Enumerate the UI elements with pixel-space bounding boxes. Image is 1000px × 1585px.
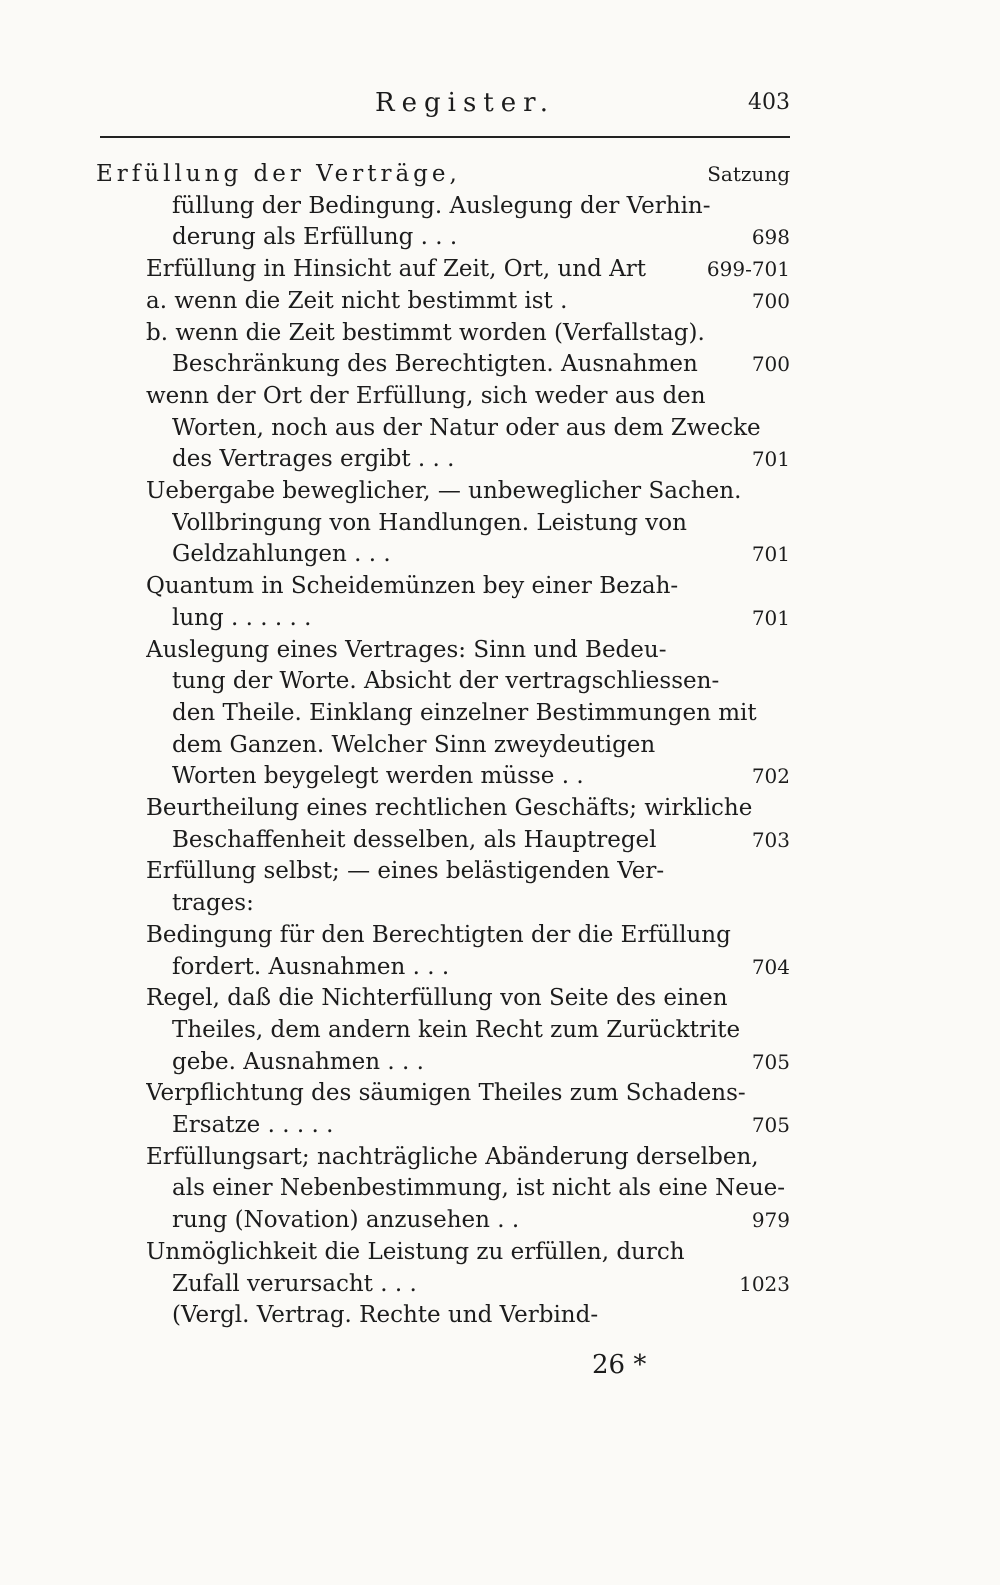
register-line	[172, 729, 790, 761]
entry-text: Bedingung für den Berechtigten der die Erfüllung	[146, 921, 731, 948]
entry-page-ref: 705	[751, 1049, 790, 1074]
entry-text: Geldzahlungen . . .	[172, 541, 391, 568]
entry-page-ref: 702	[751, 764, 790, 789]
entry-text: Erfüllung der Verträge,	[96, 161, 461, 187]
register-line	[146, 792, 790, 824]
entry-text: Erfüllungsart; nachträgliche Abänderung derselben,	[146, 1143, 759, 1170]
entry-text: Worten beygelegt werden müsse . .	[172, 763, 584, 790]
register-line	[146, 317, 790, 349]
entry-page-ref: 701	[751, 542, 790, 567]
register-line	[172, 951, 790, 983]
entry-text: dem Ganzen. Welcher Sinn zweydeutigen	[172, 731, 656, 758]
register-line	[172, 1172, 790, 1204]
register-line	[172, 824, 790, 856]
entry-text: Zufall verursacht . . .	[172, 1270, 417, 1297]
entry-text: Verpflichtung des säumigen Theiles zum Schadens-	[146, 1080, 746, 1107]
register-line	[172, 443, 790, 475]
register-line	[146, 380, 790, 412]
entry-text: wenn der Ort der Erfüllung, sich weder aus den	[146, 382, 706, 409]
entry-text: b. wenn die Zeit bestimmt worden (Verfallstag).	[146, 319, 705, 346]
entry-page-ref: 701	[751, 605, 790, 630]
register-line	[172, 1109, 790, 1141]
register-line	[146, 634, 790, 666]
register-line	[146, 855, 790, 887]
entry-page-ref: 700	[751, 288, 790, 313]
register-line	[146, 570, 790, 602]
register-line	[172, 221, 790, 253]
entry-text: lung . . . . . .	[172, 604, 312, 631]
entry-text: (Vergl. Vertrag. Rechte und Verbind-	[172, 1302, 599, 1329]
register-line	[172, 190, 790, 222]
register-line	[172, 1299, 790, 1331]
register-line	[172, 1046, 790, 1078]
register-line	[172, 1014, 790, 1046]
register-line	[172, 697, 790, 729]
entry-text: derung als Erfüllung . . .	[172, 224, 458, 251]
signature-mark: 26 *	[592, 1350, 647, 1380]
register-line	[172, 887, 790, 919]
entry-page-ref: 698	[751, 225, 790, 250]
running-title: Register.	[375, 88, 555, 118]
entry-page-ref: 704	[751, 954, 790, 979]
entry-text: fordert. Ausnahmen . . .	[172, 953, 450, 980]
entry-text: Regel, daß die Nichterfüllung von Seite des einen	[146, 985, 728, 1012]
entry-text: tung der Worte. Absicht der vertragschliessen-	[172, 668, 720, 695]
register-line	[172, 538, 790, 570]
entry-text: den Theile. Einklang einzelner Bestimmungen mit	[172, 699, 757, 726]
register-line	[146, 253, 790, 285]
entry-text: Erfüllung selbst; — eines belästigenden Ver-	[146, 858, 665, 885]
register-line	[172, 1204, 790, 1236]
register-line	[146, 1236, 790, 1268]
entry-text: rung (Novation) anzusehen . .	[172, 1207, 520, 1234]
register-line	[146, 1077, 790, 1109]
entry-page-ref: 705	[751, 1113, 790, 1137]
entry-text: Beschaffenheit desselben, als Hauptregel	[172, 826, 657, 853]
register-line	[146, 982, 790, 1014]
entry-page-ref: 701	[751, 447, 790, 472]
entry-text: Auslegung eines Vertrages: Sinn und Bedeu-	[146, 636, 667, 663]
register-line	[146, 919, 790, 951]
entry-page-ref: 699-701	[706, 257, 790, 282]
entry-text: gebe. Ausnahmen . . .	[172, 1048, 424, 1075]
entry-text: als einer Nebenbestimmung, ist nicht als eine Neue-	[172, 1175, 786, 1202]
entry-text: a. wenn die Zeit nicht bestimmt ist .	[146, 287, 568, 314]
entry-text: Worten, noch aus der Natur oder aus dem Zwecke	[172, 414, 761, 441]
register-line	[172, 760, 790, 792]
register-line	[172, 665, 790, 697]
page-number: 403	[748, 90, 790, 115]
register-line	[172, 602, 790, 634]
entry-text: Beurtheilung eines rechtlichen Geschäfts; wirkliche	[146, 795, 753, 821]
entry-text: Quantum in Scheidemünzen bey einer Bezah-	[146, 573, 679, 600]
header-rule	[100, 136, 790, 138]
entry-text: Beschränkung des Berechtigten. Ausnahmen	[172, 351, 698, 378]
register-line	[146, 1141, 790, 1173]
register-line	[96, 158, 790, 190]
entry-text: Erfüllung in Hinsicht auf Zeit, Ort, und Art	[146, 256, 646, 283]
entry-text: des Vertrages ergibt . . .	[172, 446, 455, 473]
entry-page-ref: 700	[751, 352, 790, 377]
register-line	[172, 412, 790, 444]
register-line	[146, 475, 790, 507]
register-line	[172, 348, 790, 380]
entry-page-ref: 979	[751, 1208, 790, 1233]
entry-text: Uebergabe beweglicher, — unbeweglicher Sachen.	[146, 478, 742, 504]
entry-text: trages:	[172, 890, 254, 917]
entry-text: Ersatze . . . . .	[172, 1112, 334, 1138]
entry-page-ref: Satzung	[707, 162, 790, 186]
entry-text: Unmöglichkeit die Leistung zu erfüllen, durch	[146, 1238, 685, 1265]
entry-text: füllung der Bedingung. Auslegung der Verhin-	[172, 192, 711, 219]
register-line	[146, 285, 790, 317]
register-line	[172, 507, 790, 539]
entry-page-ref: 703	[751, 827, 790, 852]
entry-text: Vollbringung von Handlungen. Leistung von	[172, 509, 687, 536]
entry-page-ref: 1023	[739, 1271, 790, 1296]
page-header	[100, 88, 790, 128]
register-line	[172, 1268, 790, 1300]
entry-text: Theiles, dem andern kein Recht zum Zurücktrite	[172, 1016, 741, 1043]
